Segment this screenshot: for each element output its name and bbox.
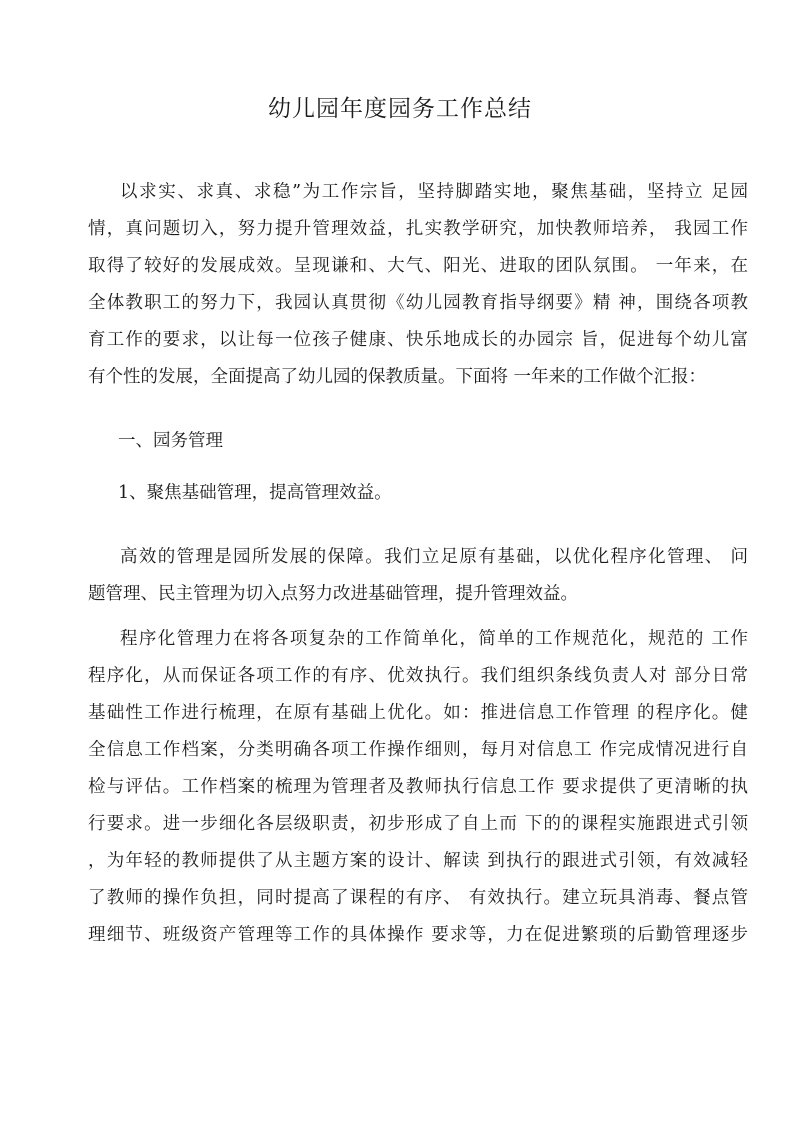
section-heading: 一、园务管理: [118, 431, 223, 451]
paragraph-line: 程序化，从而保证各项工作的有序、优效执行。我们组织条线负责人对 部分日常: [88, 666, 748, 686]
intro-line: 育工作的要求，以让每一位孩子健康、快乐地成长的办园宗 旨，促进每个幼儿富: [88, 330, 748, 350]
intro-line: 情，真问题切入，努力提升管理效益，扎实教学研究，加快教师培养， 我园工作: [88, 219, 748, 239]
paragraph-efficient-management: [88, 539, 748, 613]
intro-line: 取得了较好的发展成效。呈现谦和、大气、阳光、进取的团队氛围。 一年来，在: [88, 256, 748, 276]
document-title: 幼儿园年度园务工作总结: [268, 96, 532, 122]
paragraph-line: ，为年轻的教师提供了从主题方案的设计、解读 到执行的跟进式引领，有效减轻: [88, 851, 748, 871]
subsection-heading: 1、聚焦基础管理，提高管理效益。: [118, 483, 392, 503]
paragraph-line: 基础性工作进行梳理，在原有基础上优化。如：推进信息工作管理 的程序化。健: [88, 703, 748, 723]
paragraph-procedural-management: [88, 621, 748, 954]
paragraph-line: 全信息工作档案，分类明确各项工作操作细则，每月对信息工 作完成情况进行自: [88, 740, 748, 760]
intro-line: 以求实、求真、求稳”为工作宗旨，坚持脚踏实地，聚焦基础，坚持立 足园: [120, 182, 748, 202]
paragraph-line: 行要求。进一步细化各层级职责，初步形成了自上而 下的的课程实施跟进式引领: [88, 814, 748, 834]
paragraph-line: 检与评估。工作档案的梳理为管理者及教师执行信息工作 要求提供了更清晰的执: [88, 777, 748, 797]
intro-paragraph: [88, 174, 748, 396]
paragraph-line: 题管理、民主管理为切入点努力改进基础管理，提升管理效益。: [88, 584, 578, 604]
paragraph-line: 高效的管理是园所发展的保障。我们立足原有基础，以优化程序化管理、 问: [120, 547, 748, 567]
intro-line: 有个性的发展，全面提高了幼儿园的保教质量。下面将 一年来的工作做个汇报：: [88, 367, 707, 387]
paragraph-line: 程序化管理力在将各项复杂的工作简单化，简单的工作规范化，规范的 工作: [120, 629, 748, 649]
paragraph-line: 理细节、班级资产管理等工作的具体操作 要求等，力在促进繁琐的后勤管理逐步: [88, 925, 748, 945]
intro-line: 全体教职工的努力下，我园认真贯彻《幼儿园教育指导纲要》精 神，围绕各项教: [88, 293, 748, 313]
paragraph-line: 了教师的操作负担，同时提高了课程的有序、 有效执行。建立玩具消毒、餐点管: [88, 888, 748, 908]
